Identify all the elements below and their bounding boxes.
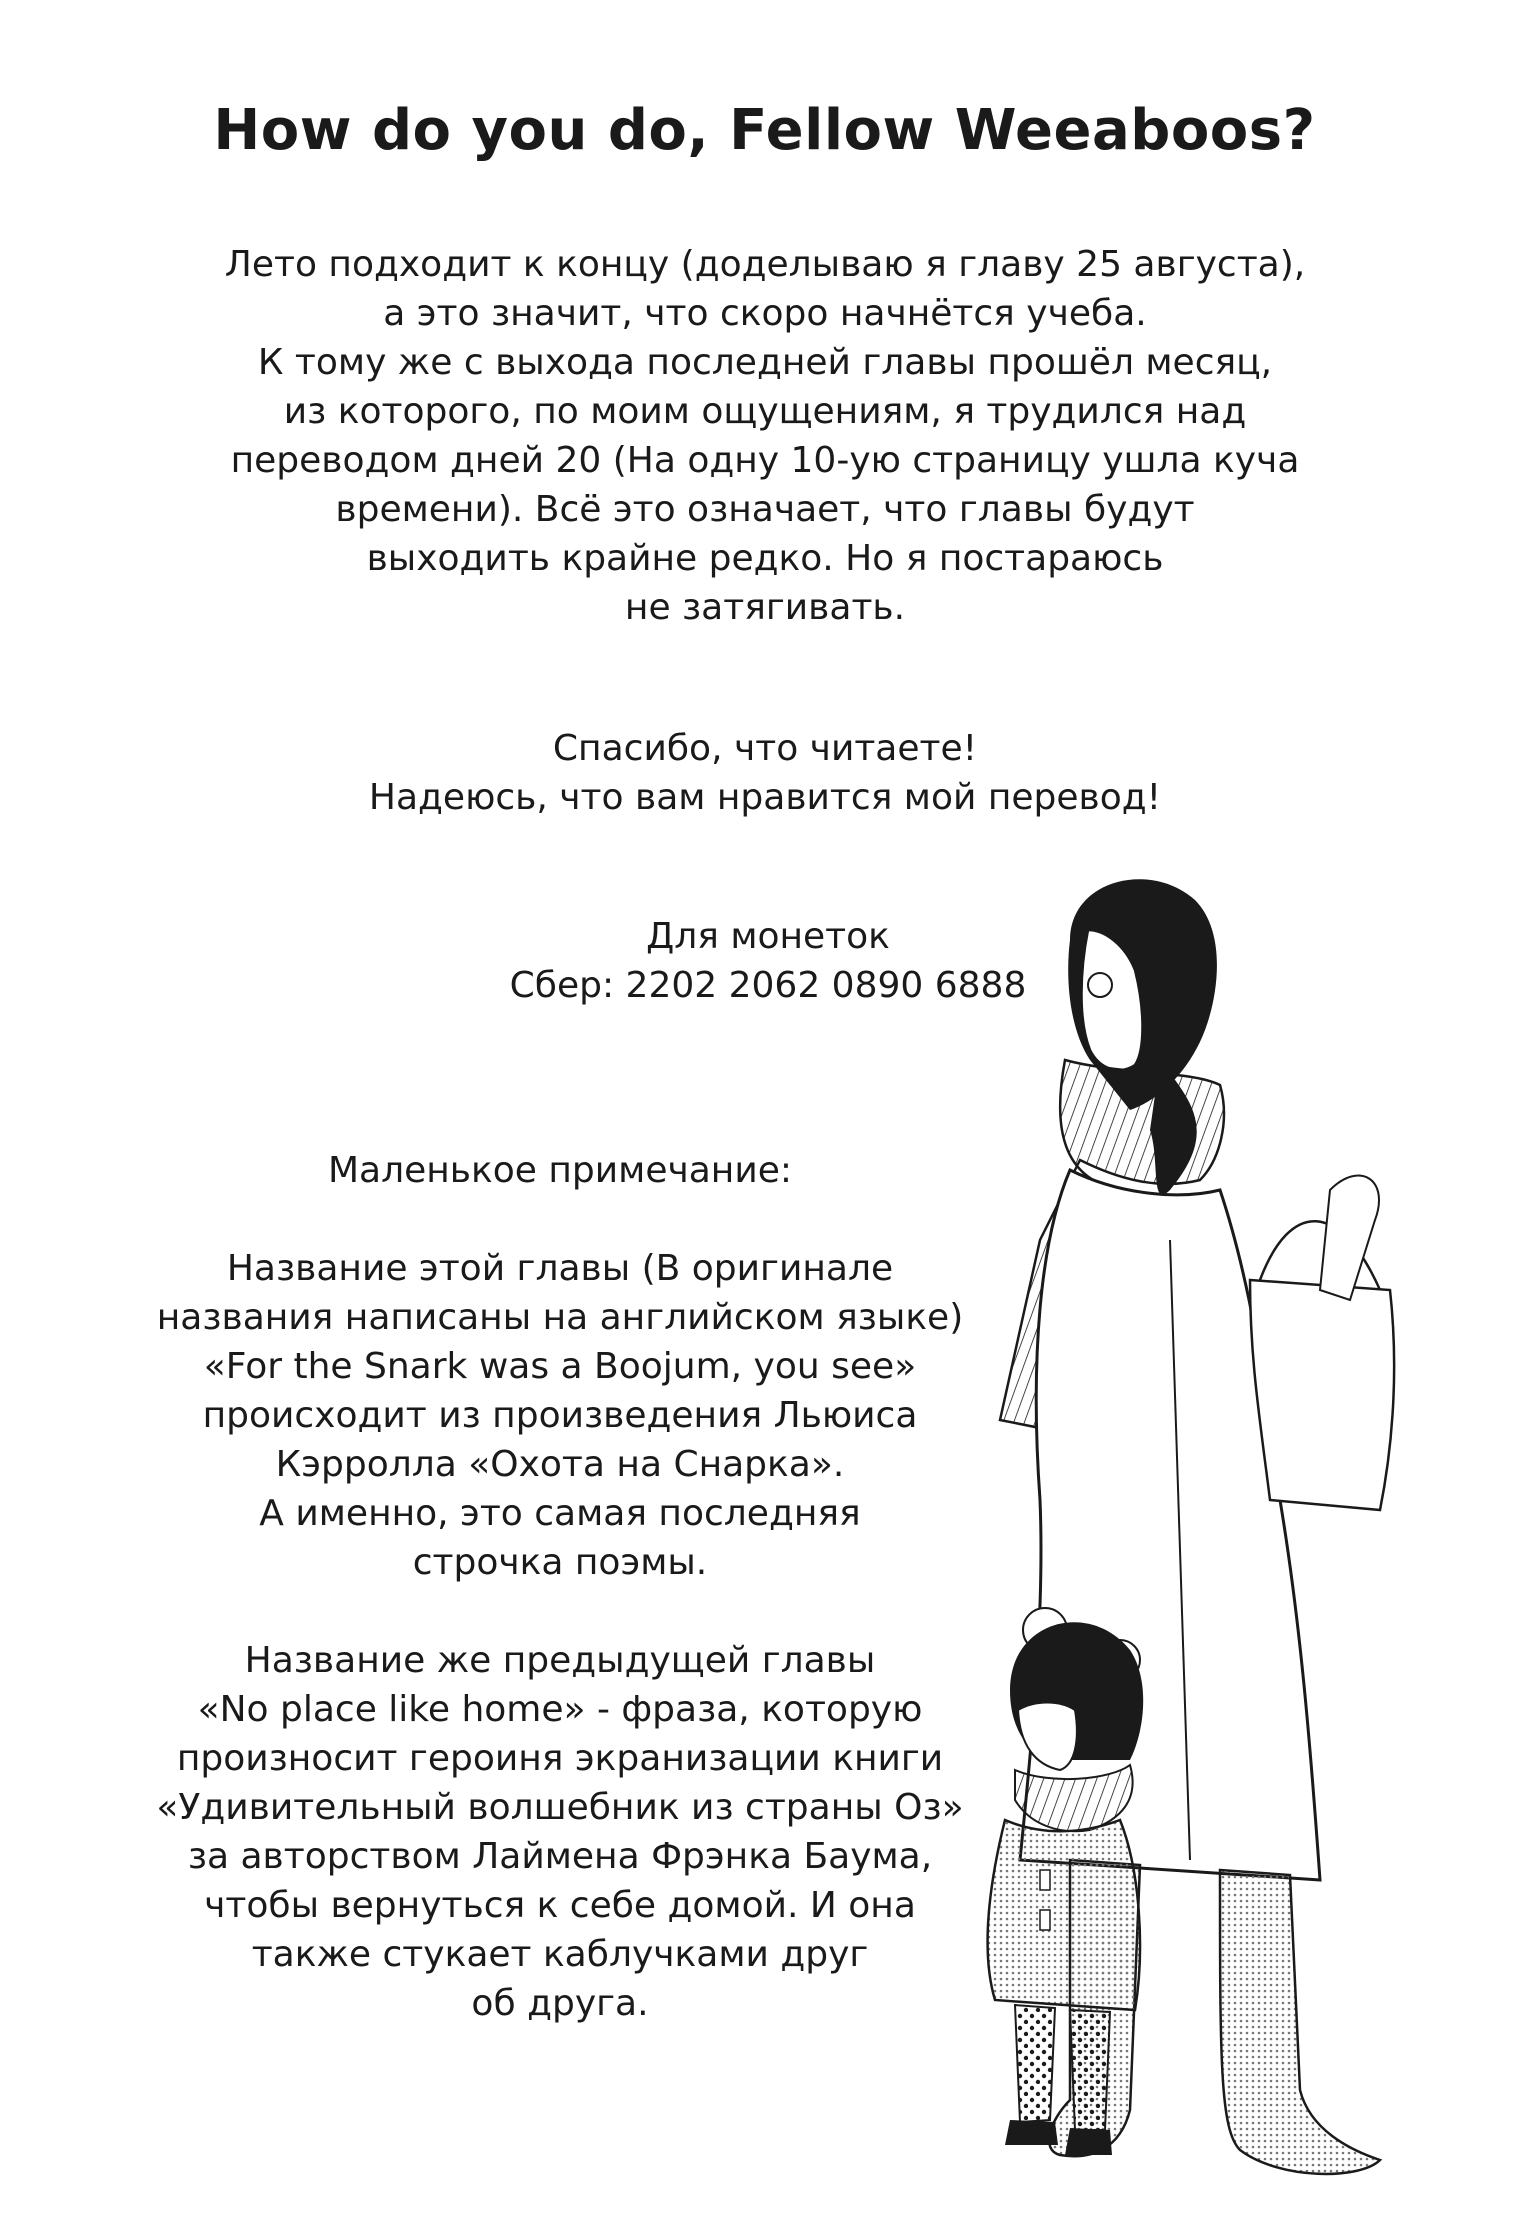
- tote-bag: [1250, 1280, 1394, 1510]
- intro-line: переводом дней 20 (На одну 10-ую страницу ушла куча: [230, 440, 1300, 481]
- note-line: строчка поэмы.: [412, 1542, 708, 1583]
- note-line: Название этой главы (В оригинале: [226, 1248, 894, 1289]
- intro-line: выходить крайне редко. Но я постараюсь: [366, 538, 1164, 579]
- thanks-paragraph: [60, 724, 1470, 822]
- intro-line: времени). Всё это означает, что главы будут: [335, 489, 1195, 530]
- child-coat: [988, 1820, 1140, 2010]
- note-line: названия написаны на английском языке): [156, 1297, 964, 1338]
- donation-account: Сбер: 2202 2062 0890 6888: [509, 965, 1027, 1006]
- intro-line: из которого, по моим ощущениям, я трудился над: [283, 391, 1247, 432]
- note-line: произносит героиня экранизации книги: [176, 1738, 944, 1779]
- intro-line: К тому же с выхода последней главы прошёл месяц,: [257, 342, 1273, 383]
- note-line: «Удивительный волшебник из страны Оз»: [156, 1787, 964, 1828]
- note-line: Название же предыдущей главы: [244, 1640, 876, 1681]
- note-line: об друга.: [471, 1983, 649, 2024]
- donation-label: Для монеток: [646, 916, 890, 957]
- thanks-line: Спасибо, что читаете!: [552, 728, 978, 769]
- child-face: [1018, 1703, 1077, 1771]
- page-title: How do you do, Fellow Weeaboos?: [213, 98, 1316, 163]
- note-line: «No place like home» - фраза, которую: [197, 1689, 923, 1730]
- intro-line: а это значит, что скоро начнётся учеба.: [383, 293, 1147, 334]
- mother-coat: [1020, 1170, 1320, 1880]
- mother-boot-right: [1220, 1870, 1380, 2174]
- thanks-line: Надеюсь, что вам нравится мой перевод!: [368, 777, 1162, 818]
- note-line: Кэрролла «Охота на Снарка».: [275, 1444, 845, 1485]
- intro-paragraph: [60, 240, 1470, 632]
- note-line: А именно, это самая последняя: [259, 1493, 861, 1534]
- note-line: также стукает каблучками друг: [251, 1934, 869, 1975]
- note-line: происходит из произведения Льюиса: [202, 1395, 918, 1436]
- baguette: [1320, 1176, 1379, 1300]
- note-line: чтобы вернуться к себе домой. И она: [204, 1885, 916, 1926]
- intro-line: не затягивать.: [624, 587, 906, 628]
- note-heading: Маленькое примечание:: [327, 1150, 793, 1191]
- note-line: «For the Snark was a Boojum, you see»: [203, 1346, 917, 1387]
- note-line: за авторством Лаймена Фрэнка Баума,: [187, 1836, 933, 1877]
- mother-and-child-illustration: [920, 860, 1500, 2210]
- intro-line: Лето подходит к концу (доделываю я главу 25 августа),: [224, 244, 1306, 285]
- translator-note: [60, 1146, 1060, 2028]
